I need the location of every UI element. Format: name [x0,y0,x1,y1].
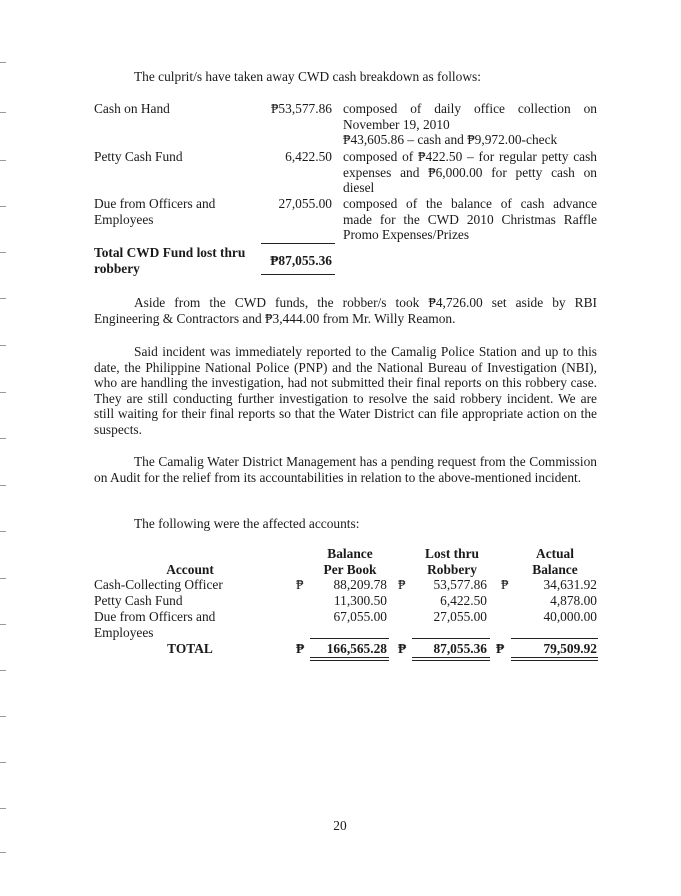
total-underline-lost-2 [412,660,490,661]
total-actual: 79,509.92 [543,641,597,656]
breakdown-total-label: Total CWD Fund lost thru robbery [94,245,246,276]
table-cell-book: 67,055.00 [333,609,387,624]
total-underline-book-2 [310,660,389,661]
header-actual-1: Actual [536,546,574,561]
total-book: 166,565.28 [326,641,387,656]
table-cell-lost: 6,422.50 [440,593,487,608]
table-cell-actual: 4,878.00 [550,593,597,608]
table-cell-lost: 27,055.00 [433,609,487,624]
currency-symbol: ₱ [496,641,505,656]
table-cell-book: 88,209.78 [333,577,387,592]
breakdown-description: composed of ₱422.50 – for regular petty cash expenses and ₱6,000.00 for petty cash on diesel [343,149,597,195]
breakdown-total-amount: ₱87,055.36 [270,253,332,268]
currency-symbol: ₱ [501,577,509,592]
header-account: Account [166,562,214,577]
accounts-intro: The following were the affected accounts: [134,516,360,531]
breakdown-description: composed of the balance of cash advance made for the CWD 2010 Christmas Raffle Promo Expenses/Prizes [343,196,597,242]
total-label: TOTAL [167,641,213,656]
paragraph-relief-request: The Camalig Water District Management has a pending request from the Commission on Audit for the relief from its accountabilities in relation to the above-mentioned incident. [94,454,597,485]
table-row-account: Due from Officers and Employees [94,609,216,640]
total-underline-actual [511,657,598,658]
breakdown-amount: ₱53,577.86 [270,101,332,116]
paragraph-investigation: Said incident was immediately reported to the Camalig Police Station and up to this date, the Philippine National Police (PNP) and the National Bureau of Investigation (NBI), who are handling the investigation, had not submitted their final reports on this robbery case. They are still conducting further investigation to resolve the said robbery incident. We are still waiting for their final reports so that the Water District can file appropriate action on the suspects. [94,344,597,437]
header-actual-2: Balance [532,562,578,577]
table-row-account: Petty Cash Fund [94,593,183,608]
total-underline-book [310,657,389,658]
breakdown-label: Cash on Hand [94,101,170,116]
currency-symbol: ₱ [398,641,407,656]
header-lost-2: Robbery [427,562,477,577]
table-cell-book: 11,300.50 [333,593,387,608]
header-lost-1: Lost thru [425,546,479,561]
table-cell-lost: 53,577.86 [433,577,487,592]
table-row-account: Cash-Collecting Officer [94,577,223,592]
breakdown-total-underline [261,274,335,275]
breakdown-description: composed of daily office collection on November 19, 2010 ₱43,605.86 – cash and ₱9,972.00-check [343,101,597,147]
total-rule-lost [412,638,490,639]
intro-text: The culprit/s have taken away CWD cash breakdown as follows: [134,69,481,84]
breakdown-label: Petty Cash Fund [94,149,183,164]
paragraph-other-losses: Aside from the CWD funds, the robber/s took ₱4,726.00 set aside by RBI Engineering & Contractors and ₱3,444.00 from Mr. Willy Reamon. [94,295,597,326]
currency-symbol: ₱ [296,577,304,592]
breakdown-label: Due from Officers and Employees [94,196,216,227]
breakdown-total-rule [261,243,335,244]
total-rule-actual [511,638,598,639]
breakdown-amount: 6,422.50 [285,149,332,164]
table-cell-actual: 34,631.92 [543,577,597,592]
header-book-1: Balance [327,546,373,561]
breakdown-amount: 27,055.00 [278,196,332,211]
table-cell-actual: 40,000.00 [543,609,597,624]
total-lost: 87,055.36 [433,641,487,656]
total-underline-lost [412,657,490,658]
total-underline-actual-2 [511,660,598,661]
header-book-2: Per Book [323,562,377,577]
currency-symbol: ₱ [296,641,305,656]
total-rule-book [310,638,389,639]
currency-symbol: ₱ [398,577,406,592]
page-number: 20 [333,818,347,833]
